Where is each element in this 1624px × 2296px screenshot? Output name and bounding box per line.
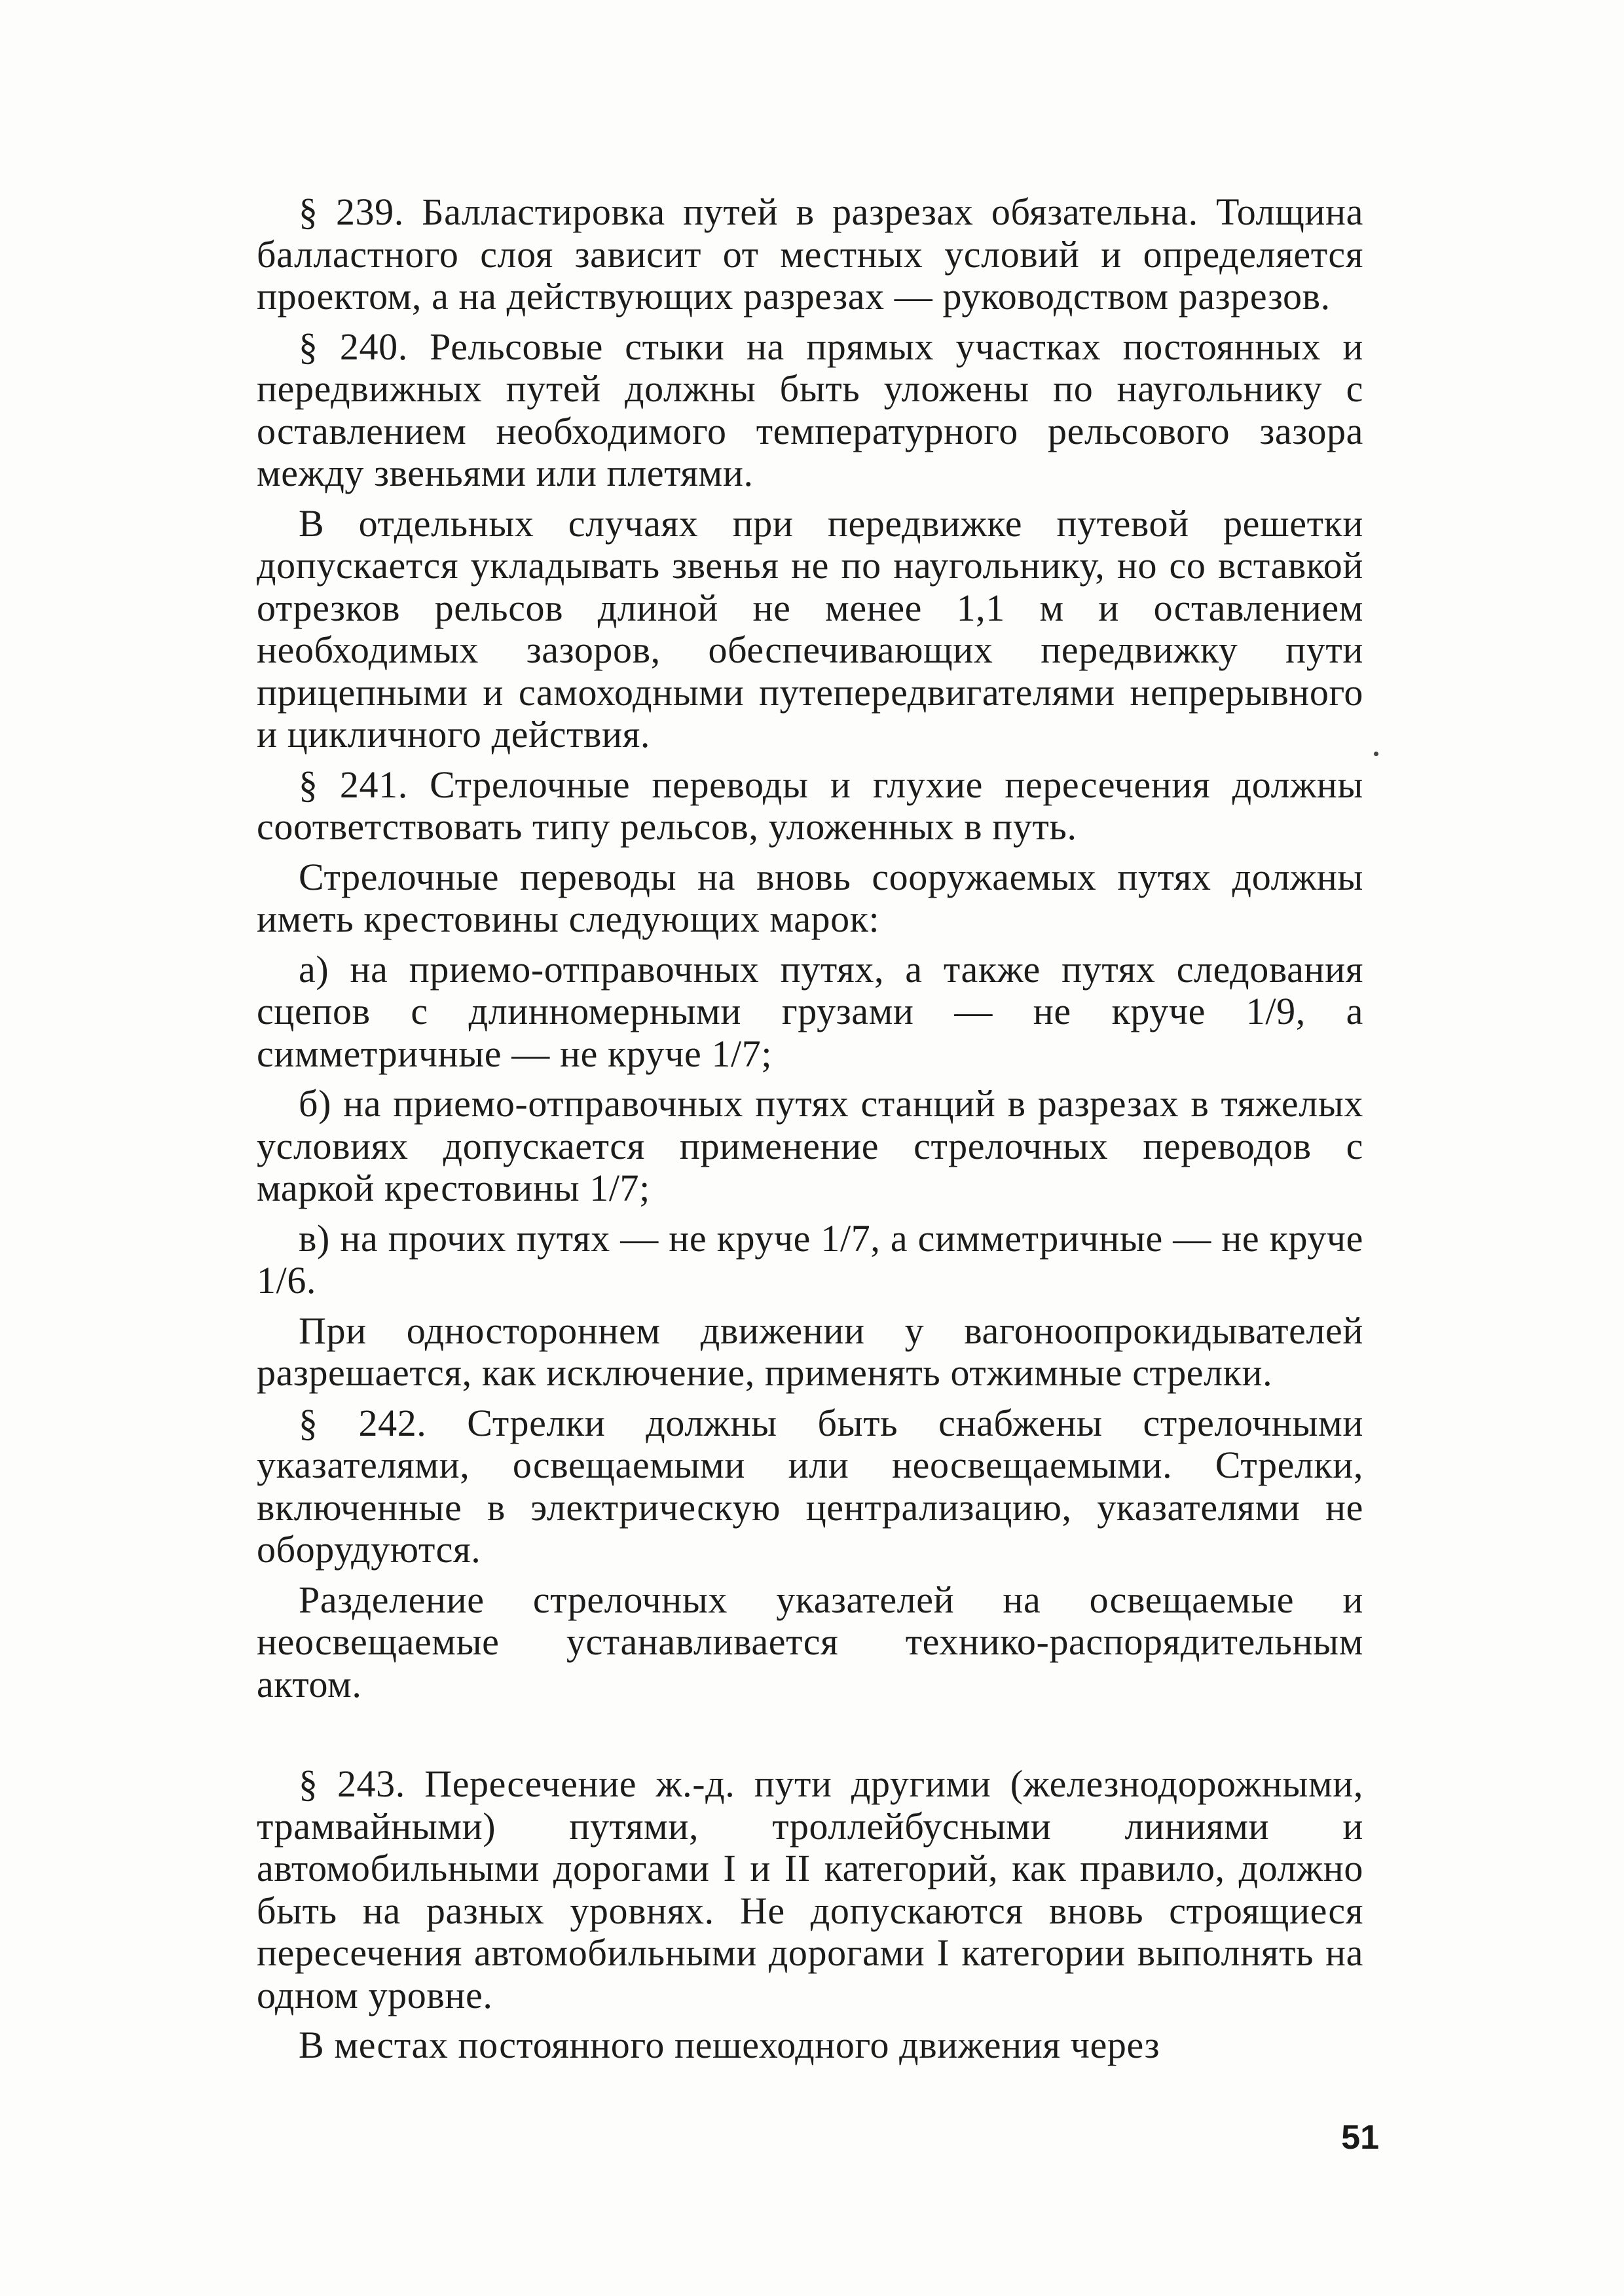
paragraph-241-note: При одностороннем движении у вагоноопрокидывателей разрешается, как исключение, применять отжимные стрелки. <box>257 1309 1363 1394</box>
paragraph-240: § 240. Рельсовые стыки на прямых участках постоянных и передвижных путей должны быть уложены по наугольнику с оставлением необходимого температурного рельсового зазора между звеньями или плетями. <box>257 325 1363 494</box>
ink-speck <box>1374 752 1378 756</box>
list-item-b: б) на приемо-отправочных путях станций в разрезах в тяжелых условиях допускается применение стрелочных переводов с маркой крестовины 1/7; <box>257 1082 1363 1209</box>
paragraph-243-continuation: В местах постоянного пешеходного движения через <box>299 2024 1160 2066</box>
list-item-a: а) на приемо-отправочных путях, а также путях следования сцепов с длинномерными грузами — не круче 1/9, а симметричные — не круче 1/7; <box>257 947 1363 1075</box>
paragraph-239: § 239. Балластировка путей в разрезах обязательна. Толщина балластного слоя зависит от местных условий и определяется проектом, а на действующих разрезах — руководством разрезов. <box>257 191 1363 318</box>
paragraph-241: § 241. Стрелочные переводы и глухие пересечения должны соответствовать типу рельсов, уложенных в путь. <box>257 763 1363 848</box>
paragraph-242: § 242. Стрелки должны быть снабжены стрелочными указателями, освещаемыми или неосвещаемыми. Стрелки, включенные в электрическую централизацию, указателями не оборудуются. <box>257 1401 1363 1571</box>
document-body <box>257 191 1363 2067</box>
paragraph-240-continuation: В отдельных случаях при передвижке путевой решетки допускается укладывать звенья не по наугольнику, но со вставкой отрезков рельсов длиной не менее 1,1 м и оставлением необходимых зазоров, обеспечивающих передвижку пути прицепными и самоходными путепередвигателями непрерывного и цикличного действия. <box>257 501 1363 756</box>
paragraph-241-intro: Стрелочные переводы на вновь сооружаемых путях должны иметь крестовины следующих марок: <box>257 855 1363 940</box>
list-item-v: в) на прочих путях — не круче 1/7, а симметричные — не круче 1/6. <box>257 1216 1363 1302</box>
paragraph-242-continuation: Разделение стрелочных указателей на освещаемые и неосвещаемые устанавливается технико-распорядительным актом. <box>257 1578 1363 1705</box>
paragraph-243: § 243. Пересечение ж.-д. пути другими (железнодорожными, трамвайными) путями, троллейбусными линиями и автомобильными дорогами I и II категорий, как правило, должно быть на разных уровнях. Не допускаются вновь строящиеся пересечения автомобильными дорогами I категории выполнять на одном уровне. <box>257 1762 1363 2016</box>
page-number: 51 <box>1341 2119 1379 2157</box>
